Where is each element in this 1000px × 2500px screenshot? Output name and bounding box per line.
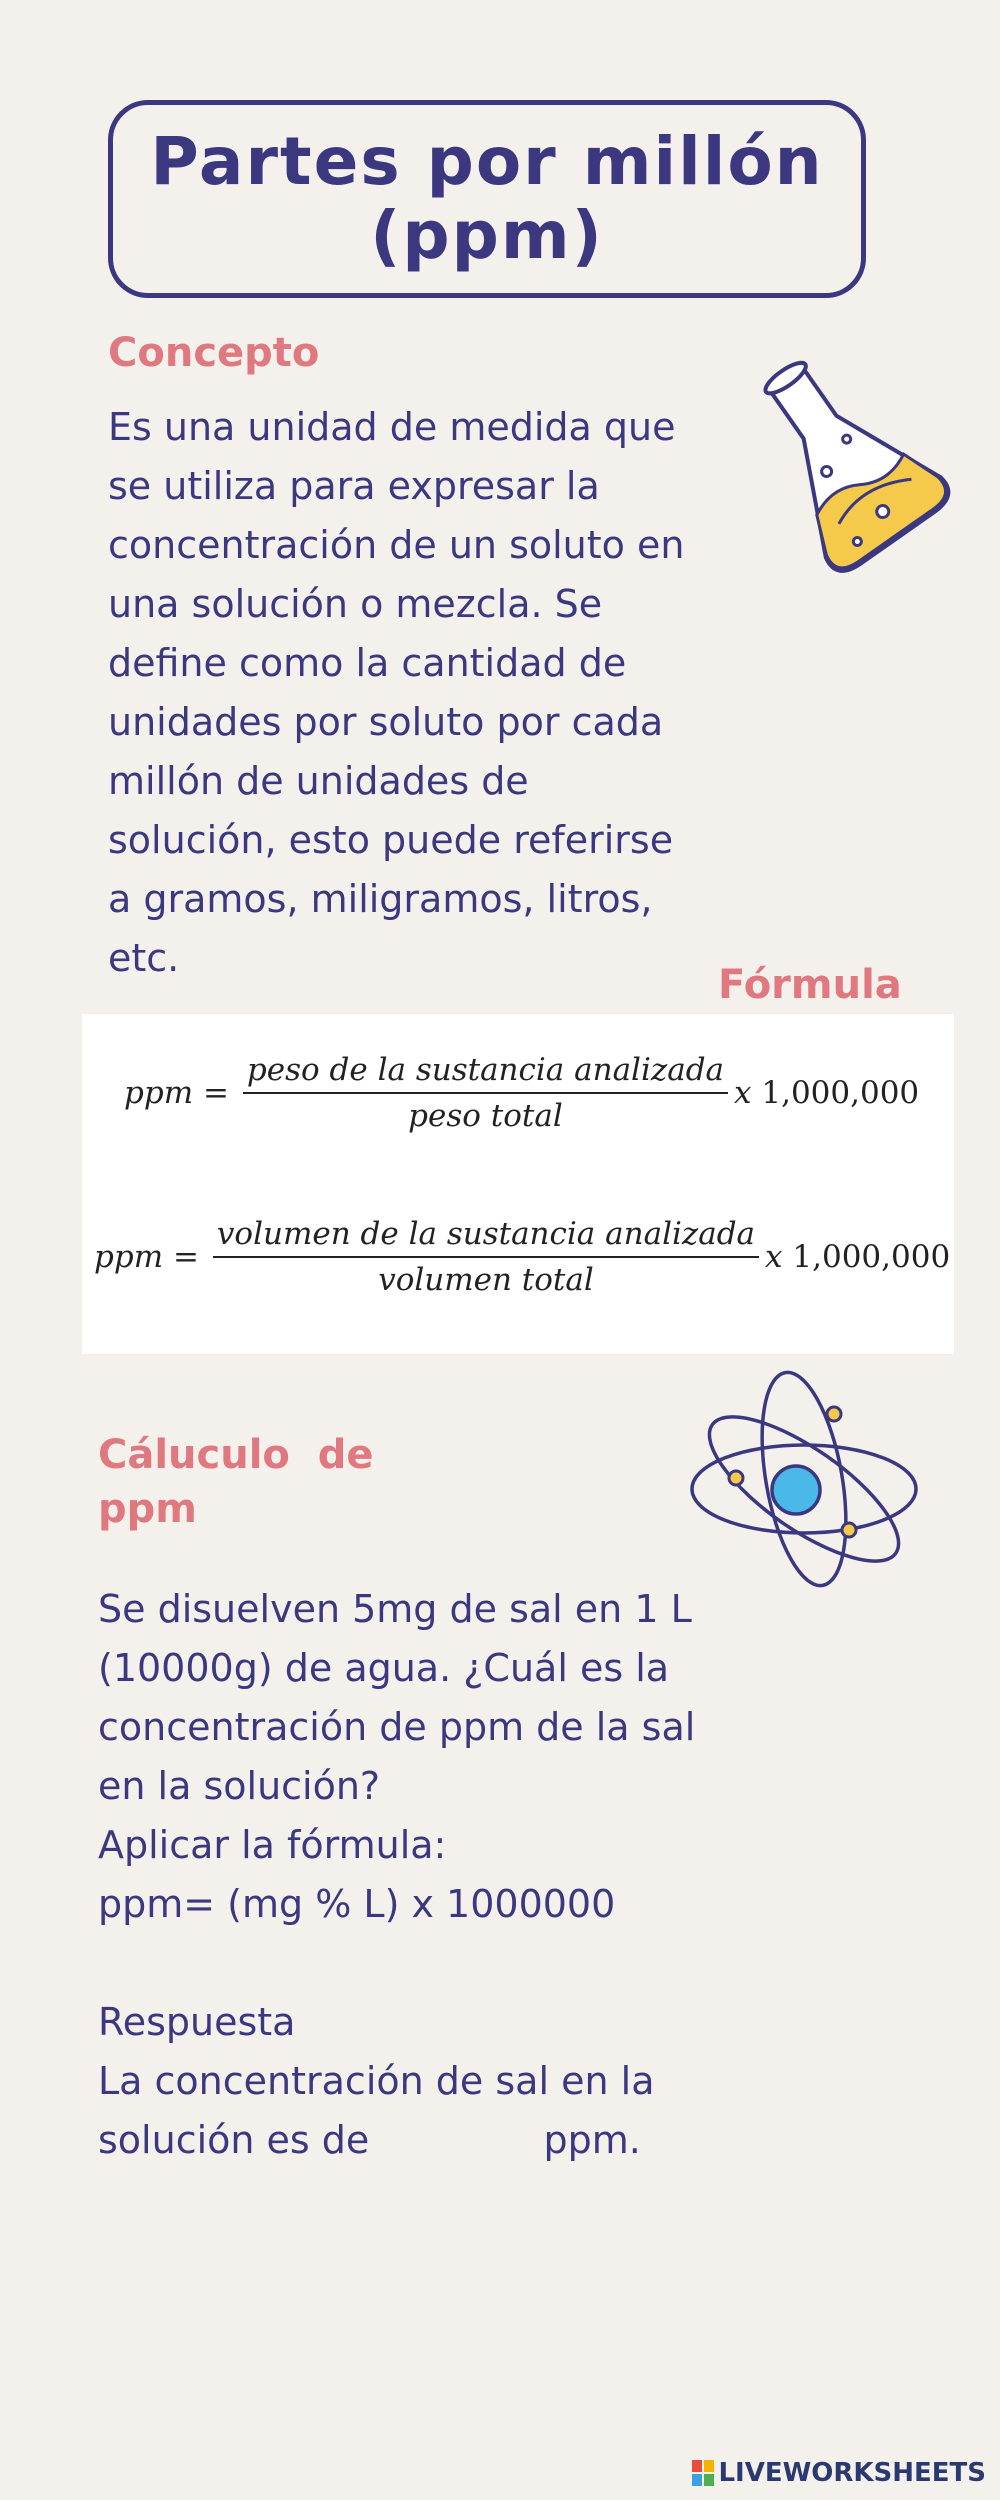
calculo-line: Aplicar la fórmula: bbox=[98, 1823, 447, 1867]
concepto-text bbox=[108, 398, 728, 988]
formula-lhs: ppm = bbox=[124, 1075, 229, 1111]
calculo-line: (10000g) de agua. ¿Cuál es la bbox=[98, 1646, 670, 1690]
liveworksheets-logo-icon bbox=[692, 2460, 714, 2486]
answer-prefix: solución es de bbox=[98, 2118, 370, 2162]
calculo-heading bbox=[98, 1428, 374, 1536]
fraction bbox=[213, 1216, 759, 1298]
factor: 1,000,000 bbox=[761, 1075, 920, 1111]
concepto-line: a gramos, miligramos, litros, bbox=[108, 877, 653, 921]
factor: 1,000,000 bbox=[792, 1239, 951, 1275]
footer-brand: LIVEWORKSHEETS bbox=[718, 2458, 986, 2488]
denominator: volumen total bbox=[378, 1262, 594, 1298]
calculo-line: concentración de ppm de la sal bbox=[98, 1705, 696, 1749]
multiplier bbox=[765, 1239, 950, 1275]
page-title: Partes por millón (ppm) bbox=[150, 123, 824, 274]
answer-suffix: ppm. bbox=[543, 2118, 641, 2162]
concepto-line: unidades por soluto por cada bbox=[108, 700, 664, 744]
denominator: peso total bbox=[408, 1098, 563, 1134]
concepto-line: una solución o mezcla. Se bbox=[108, 582, 603, 626]
title-box bbox=[108, 100, 866, 298]
answer-label: Respuesta bbox=[98, 2000, 296, 2044]
concepto-line: concentración de un soluto en bbox=[108, 523, 685, 567]
formula-heading: Fórmula bbox=[718, 962, 902, 1008]
formula-weight bbox=[124, 1052, 919, 1134]
multiplier bbox=[734, 1075, 919, 1111]
times-sign: x bbox=[765, 1239, 783, 1275]
calculo-text bbox=[98, 1580, 798, 2170]
flask-icon bbox=[728, 340, 958, 580]
calculo-line: Se disuelven 5mg de sal en 1 L bbox=[98, 1587, 692, 1631]
answer-blank-input[interactable] bbox=[381, 2121, 531, 2165]
concepto-line: millón de unidades de bbox=[108, 759, 529, 803]
footer-logo bbox=[692, 2458, 986, 2488]
formula-lhs: ppm = bbox=[94, 1239, 199, 1275]
concepto-heading: Concepto bbox=[108, 330, 320, 376]
atom-icon bbox=[684, 1364, 924, 1594]
fraction bbox=[243, 1052, 728, 1134]
formula-box bbox=[82, 1014, 954, 1354]
times-sign: x bbox=[734, 1075, 752, 1111]
answer-line bbox=[98, 2111, 798, 2170]
numerator: volumen de la sustancia analizada bbox=[213, 1216, 759, 1258]
concepto-line: Es una unidad de medida que bbox=[108, 405, 676, 449]
calculo-line: ppm= (mg % L) x 1000000 bbox=[98, 1882, 616, 1926]
answer-line: La concentración de sal en la bbox=[98, 2059, 655, 2103]
concepto-line: define como la cantidad de bbox=[108, 641, 627, 685]
numerator: peso de la sustancia analizada bbox=[243, 1052, 728, 1094]
calculo-heading-line: ppm bbox=[98, 1486, 197, 1532]
concepto-line: solución, esto puede referirse bbox=[108, 818, 674, 862]
concepto-line: se utiliza para expresar la bbox=[108, 464, 600, 508]
calculo-line: en la solución? bbox=[98, 1764, 381, 1808]
calculo-heading-line: Cáluculo de bbox=[98, 1432, 374, 1478]
concepto-line: etc. bbox=[108, 936, 180, 980]
formula-volume bbox=[94, 1216, 950, 1298]
